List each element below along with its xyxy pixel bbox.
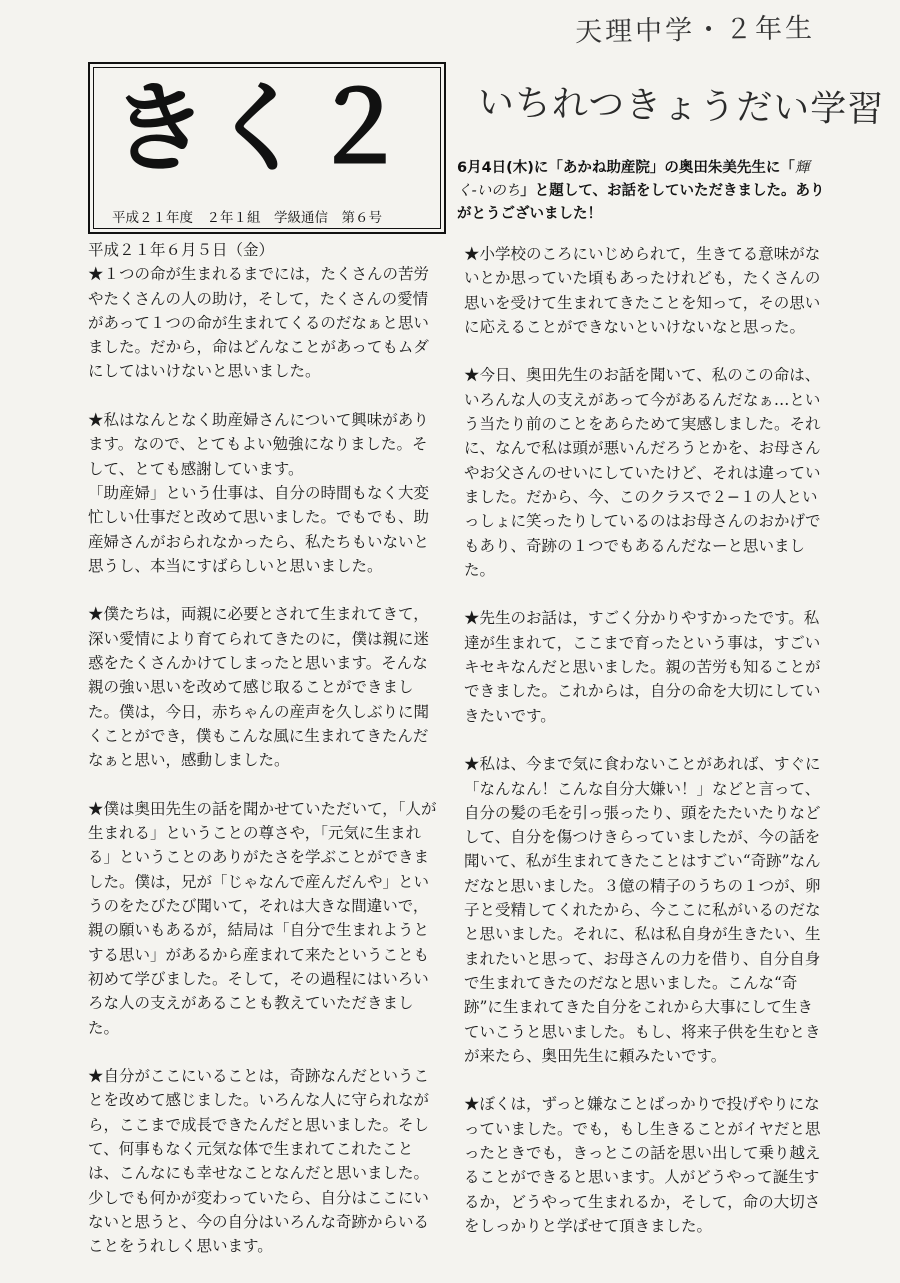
event-title: いちれつきょうだい学習: [477, 82, 885, 131]
comment-paragraph: ★ぼくは，ずっと嫌なことばっかりで投げやりになっていました。でも，もし生きることがイヤだと思ったときでも，きっとこの話を思い出して乗り越えることができると思います。人がどうやって誕生するか，どうやって生まれるか，そして，命の大切さをしっかりと学ばせて頂きました。: [464, 1095, 821, 1235]
comment-paragraph: ★僕たちは，両親に必要とされて生まれてきて，深い愛情により育てられてきたのに，僕は親に迷惑をたくさんかけてしまったと思います。そんな親の強い思いを改めて感じ取ることができました。僕は，今日，赤ちゃんの産声を久しぶりに聞くことができ，僕もこんな風に生まれてきたんだなぁと思い，感動しました。: [88, 605, 430, 770]
newsletter-subtitle: 平成２１年度 ２年１組 学級通信 第６号: [112, 210, 382, 226]
comment-paragraph: ★私はなんとなく助産婦さんについて興味があります。なので、とてもよい勉強になりました。そして、とても感謝しています。: [88, 411, 429, 478]
intro-text: [457, 157, 827, 226]
intro-before: 6月4日(木)に「あかね助産院」の奥田朱美先生に「: [457, 160, 795, 176]
handwritten-class-label: 天理中学・２年生: [574, 12, 816, 49]
issue-date: 平成２１年６月５日（金）: [88, 241, 275, 259]
comment-paragraph: ★自分がここにいることは，奇跡なんだということを改めて感じました。いろんな人に守られながら，ここまで成長できたんだと思いました。そして、何事もなく元気な体で生まれてこれたことは、こんなにも幸せなことなんだと思いました。少しでも何かが変わっていたら、自分はここにいないと思うと、今の自分はいろんな奇跡からいることをうれしく思います。: [88, 1067, 430, 1256]
comment-paragraph: ★先生のお話は，すごく分かりやすかったです。私達が生まれて，ここまで育ったという事は，すごいキセキなんだと思いました。親の苦労も知ることができました。これからは，自分の命を大切にしていきたいです。: [464, 609, 821, 725]
newsletter-title: きく２: [110, 72, 411, 186]
comment-paragraph: ★今日、奥田先生のお話を聞いて、私のこの命は、いろんな人の支えがあって今があるんだなぁ…という当たり前のことをあらためて実感しました。それに、なんで私は頭が悪いんだろうとかを、お母さんやお父さんのせいにしていたけど、それは違っていました。だから、今、このクラスで２−１の人といっしょに笑ったりしているのはお母さんのおかげでもあり、奇跡の１つでもあるんだなーと思いました。: [464, 366, 821, 579]
intro-handwritten-theme: 輝く-いのち: [457, 160, 810, 199]
newsletter-title-box: [88, 62, 446, 234]
comment-paragraph: ★小学校のころにいじめられて，生きてる意味がないとか思っていた頃もあったけれども，たくさんの思いを受けて生まれてきたことを知って，その思いに応えることができないといけないなと思った。: [464, 245, 821, 336]
left-column: [88, 238, 440, 1283]
comment-paragraph: ★１つの命が生まれるまでには，たくさんの苦労やたくさんの人の助け，そして，たくさんの愛情があって１つの命が生まれてくるのだなぁと思いました。だから，命はどんなことがあってもムダにしてはいけないと思いました。: [88, 265, 430, 381]
comment-paragraph: 「助産婦」という仕事は、自分の時間もなく大変忙しい仕事だと改めて思いました。でもでも、助産婦さんがおられなかったら、私たちもいないと思うし、本当にすばらしいと思いました。: [88, 483, 430, 575]
intro-after: 」と題して、お話をしていただきました。ありがとうございました！: [457, 183, 825, 222]
comment-paragraph: ★私は、今まで気に食わないことがあれば、すぐに「なんなん！こんな自分大嫌い！」などと言って、自分の髪の毛を引っ張ったり、頭をたたいたりなどして、自分を傷つけきらっていましたが、今の話を聞いて、私が生まれてきたことはすごい“奇跡”なんだなと思いました。３億の精子のうちの１つが、卵子と受精してくれたから、今ここに私がいるのだなと思いました。それに、私は私自身が生きたい、生まれたいと思って、お母さんの力を借り、自分自身で生まれてきたのだなと思いました。こんな“奇跡”に生まれてきた自分をこれから大事にして生きていこうと思いました。もし、将来子供を生むときが来たら、奥田先生に頼みたいです。: [464, 755, 821, 1065]
right-column: [464, 242, 824, 1262]
comment-paragraph: ★僕は奥田先生の話を聞かせていただいて，「人が生まれる」ということの尊さや，「元気に生まれる」ということのありがたさを学ぶことができました。僕は，兄が「じゃなんで産んだんや」というのをたびたび聞いて，それは大きな間違いで，親の願いもあるが，結局は「自分で生まれようとする思い」があるから産まれて来たということも初めて学びました。そして，その過程にはいろいろな人の支えがあることも教えていただきました。: [88, 799, 437, 1037]
